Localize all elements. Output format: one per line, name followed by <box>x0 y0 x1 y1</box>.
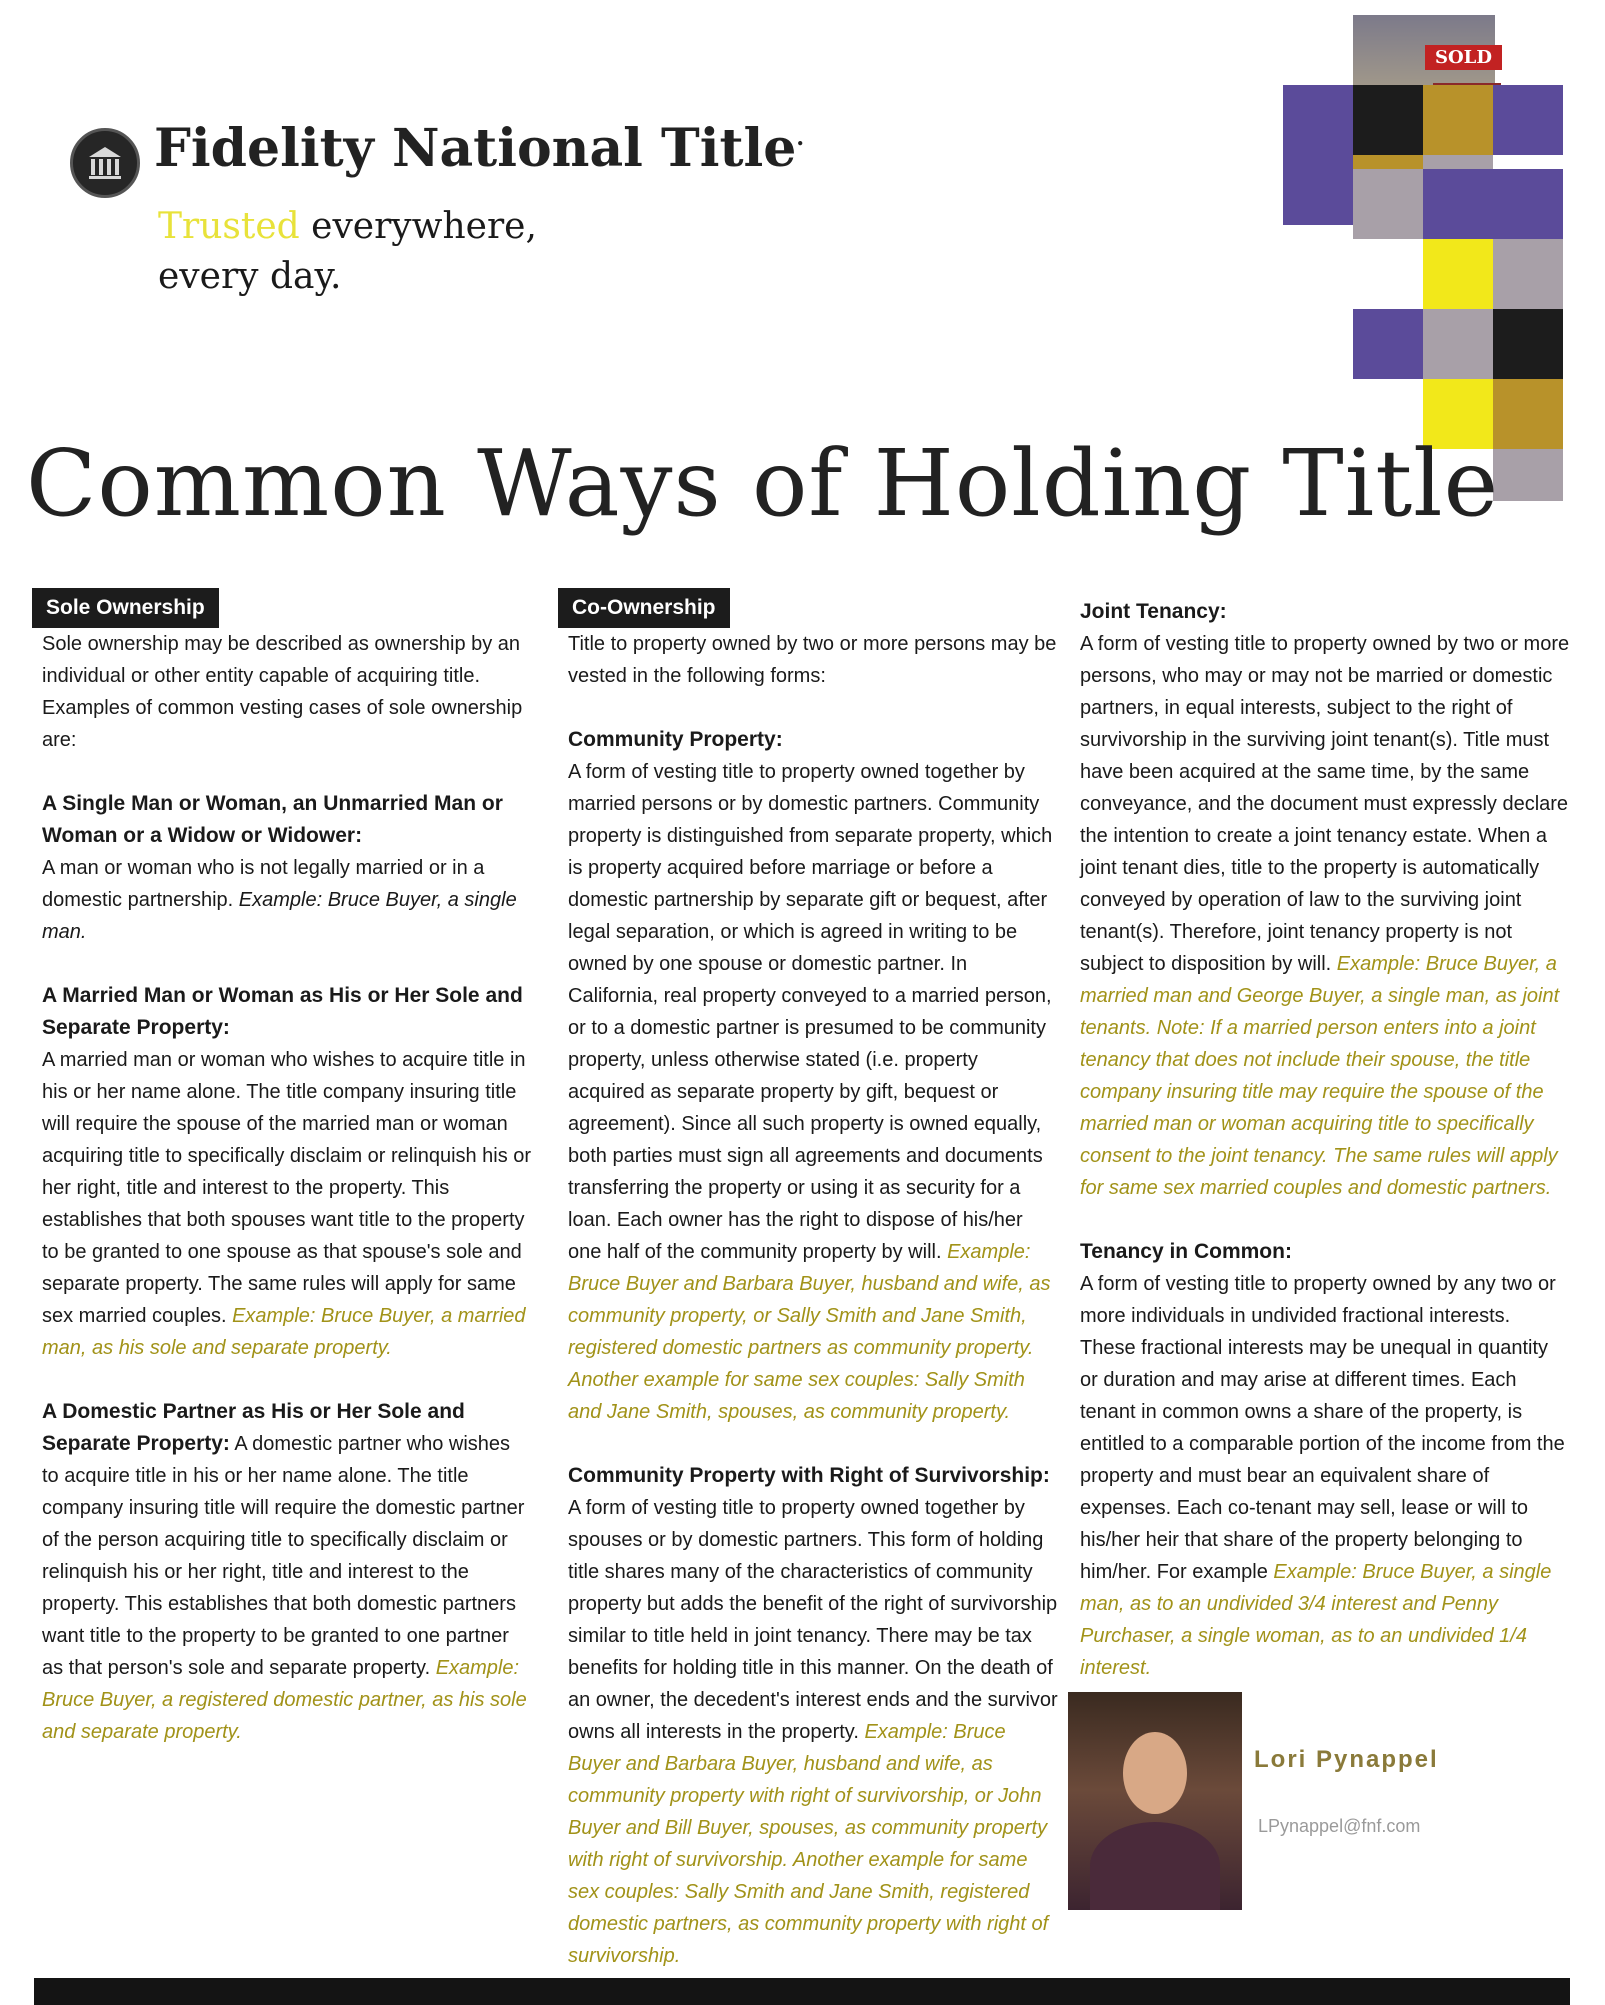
domestic-heading: A Domestic Partner as His or Her Sole and Separate Property: <box>42 1400 465 1455</box>
mosaic-tile <box>1283 155 1353 225</box>
married-text: A married man or woman who wishes to acquire title in his or her name alone. The title company insuring title will require the spouse of the married man or woman acquiring title to specifically disclaim or relinquish his or her right, title and interest to the property. This establishes that both spouses want title to the property to be granted to one spouse as that spouse's sole and separate property. The same rules will apply for same sex married couples. Example: Bruce Buyer, a married man, as his sole and separate property. <box>42 1049 532 1359</box>
fidelity-seal-icon <box>70 128 140 198</box>
sole-ownership-column <box>42 588 532 1748</box>
mosaic-tile <box>1353 85 1423 155</box>
domestic-example: Example: Bruce Buyer, a registered domestic partner, as his sole and separate property. <box>42 1657 527 1743</box>
mosaic-tile <box>1423 309 1493 379</box>
tagline-rest: everywhere, <box>299 206 537 247</box>
community-text: A form of vesting title to property owned together by married persons or by domestic partners. Community property is distinguished from separate property, which is property acquired before marriage or before a domestic partnership by separate gift or bequest, after legal separation, or which is agreed in writing to be owned by one spouse or domestic partner. In California, real property conveyed to a married person, or to a domestic partner is presumed to be community property, unless otherwise stated (i.e. property acquired as separate property by gift, bequest or agreement). Since all such property is owned equally, both parties must sign all agreements and documents transferring the property or using it as security for a loan. Each owner has the right to dispose of his/her one half of the community property by will. Example: Bruce Buyer and Barbara Buyer, husband and wife, as community property, or Sally Smith and Jane Smith, registered domestic partners as community property. Another example for same sex couples: Sally Smith and Jane Smith, spouses, as community property. <box>568 761 1053 1423</box>
co-ownership-badge: Co-Ownership <box>558 588 730 628</box>
page-title: Common Ways of Holding Title <box>26 430 1500 537</box>
single-heading: A Single Man or Woman, an Unmarried Man or Woman or a Widow or Widower: <box>42 792 503 847</box>
co-ownership-intro: Title to property owned by two or more persons may be vested in the following forms: <box>568 633 1057 687</box>
co-ownership-column <box>568 588 1058 1972</box>
community-heading: Community Property: <box>568 728 783 751</box>
contact-photo-body <box>1090 1822 1220 1910</box>
tenancy-common-text: A form of vesting title to property owned by any two or more individuals in undivided fractional interests. These fractional interests may be unequal in quantity or duration and may arise at different times. Each tenant in common owns a share of the property, is entitled to a comparable portion of the income from the property and must bear an equivalent share of expenses. Each co-tenant may sell, lease or will to his/her heir that share of the property belonging to him/her. For example Example: Bruce Buyer, a single man, as to an undivided 3/4 interest and Penny Purchaser, a single woman, as to an undivided 1/4 interest. <box>1080 1273 1565 1679</box>
sole-ownership-badge: Sole Ownership <box>32 588 219 628</box>
tagline <box>158 202 678 302</box>
mosaic-tile <box>1423 85 1493 155</box>
contact-email[interactable]: LPynappel@fnf.com <box>1258 1816 1421 1836</box>
married-example: Example: Bruce Buyer, a married man, as his sole and separate property. <box>42 1305 526 1359</box>
survivorship-example: Example: Bruce Buyer and Barbara Buyer, husband and wife, as community property with right of survivorship, or John Buyer and Bill Buyer, spouses, as community property with right of survivorship. Another example for same sex couples: Sally Smith and Jane Smith, registered domestic partners, as community property with right of survivorship. <box>568 1721 1049 1967</box>
tenancy-common-heading: Tenancy in Common: <box>1080 1240 1292 1263</box>
contact-photo <box>1068 1692 1242 1910</box>
single-text: A man or woman who is not legally married or in a domestic partnership. Example: Bruce Buyer, a single man. <box>42 857 517 943</box>
joint-tenancy-column <box>1080 596 1570 1684</box>
mosaic-tile <box>1493 85 1563 155</box>
contact-photo-face <box>1123 1732 1187 1814</box>
bottom-bar <box>34 1978 1570 2005</box>
tagline-highlight: Trusted <box>158 206 300 247</box>
joint-tenancy-example: Example: Bruce Buyer, a married man and George Buyer, a single man, as joint tenants. Note: If a married person enters into a joint tenancy that does not include their spouse, the title company insuring title may require the spouse of the married man or woman acquiring title to specifically consent to the joint tenancy. The same rules will apply for same sex married couples and domestic partners. <box>1080 953 1560 1199</box>
single-example: Example: Bruce Buyer, a single man. <box>42 889 517 943</box>
mosaic-tile <box>1493 169 1563 239</box>
decorative-mosaic <box>1283 15 1565 501</box>
joint-tenancy-text: A form of vesting title to property owned by two or more persons, who may or may not be married or domestic partners, in equal interests, subject to the right of survivorship in the surviving joint tenant(s). Title must have been acquired at the same time, by the same conveyance, and the document must expressly declare the intention to create a joint tenancy estate. When a joint tenant dies, title to the property is automatically conveyed by operation of law to the surviving joint tenant(s). Therefore, joint tenancy property is not subject to disposition by will. Example: Bruce Buyer, a married man and George Buyer, a single man, as joint tenants. Note: If a married person enters into a joint tenancy that does not include their spouse, the title company insuring title may require the spouse of the married man or woman acquiring title to specifically consent to the joint tenancy. The same rules will apply for same sex married couples and domestic partners. <box>1080 633 1570 1199</box>
mosaic-tile <box>1283 85 1353 155</box>
tenancy-common-example: Example: Bruce Buyer, a single man, as to an undivided 3/4 interest and Penny Purchaser, a single woman, as to an undivided 1/4 interest. <box>1080 1561 1552 1679</box>
mosaic-tile <box>1353 169 1423 239</box>
mosaic-tile <box>1353 309 1423 379</box>
tagline-line2: every day. <box>158 256 342 297</box>
brand-name: Fidelity National Title• <box>154 118 804 179</box>
mosaic-tile <box>1493 239 1563 309</box>
mosaic-tile <box>1493 449 1563 501</box>
contact-name: Lori Pynappel <box>1254 1746 1439 1773</box>
mosaic-tile <box>1423 239 1493 309</box>
sole-ownership-intro: Sole ownership may be described as ownership by an individual or other entity capable of acquiring title. Examples of common vesting cases of sole ownership are: <box>42 633 523 751</box>
mosaic-tile <box>1423 169 1493 239</box>
mosaic-tile <box>1493 379 1563 449</box>
mosaic-tile <box>1493 309 1563 379</box>
joint-tenancy-heading: Joint Tenancy: <box>1080 600 1227 623</box>
community-example: Example: Bruce Buyer and Barbara Buyer, husband and wife, as community property, or Sally Smith and Jane Smith, registered domestic partners as community property. Another example for same sex couples: Sally Smith and Jane Smith, spouses, as community property. <box>568 1241 1051 1423</box>
domestic-text: A Domestic Partner as His or Her Sole and Separate Property: A domestic partner who wishes to acquire title in his or her name alone. The title company insuring title will require the domestic partner of the person acquiring title to specifically disclaim or relinquish his or her right, title and interest to the property. This establishes that both domestic partners want title to the property to be granted to one partner as that person's sole and separate property. Example: Bruce Buyer, a registered domestic partner, as his sole and separate property. <box>42 1400 527 1743</box>
survivorship-text: A form of vesting title to property owned together by spouses or by domestic partners. This form of holding title shares many of the characteristics of community property but adds the benefit of the right of survivorship similar to title held in joint tenancy. There may be tax benefits for holding title in this manner. On the death of an owner, the decedent's interest ends and the survivor owns all interests in the property. Example: Bruce Buyer and Barbara Buyer, husband and wife, as community property with right of survivorship, or John Buyer and Bill Buyer, spouses, as community property with right of survivorship. Another example for same sex couples: Sally Smith and Jane Smith, registered domestic partners, as community property with right of survivorship. <box>568 1497 1058 1967</box>
survivorship-heading: Community Property with Right of Survivorship: <box>568 1464 1050 1487</box>
sold-sign: SOLD <box>1425 45 1502 70</box>
married-heading: A Married Man or Woman as His or Her Sole and Separate Property: <box>42 984 523 1039</box>
